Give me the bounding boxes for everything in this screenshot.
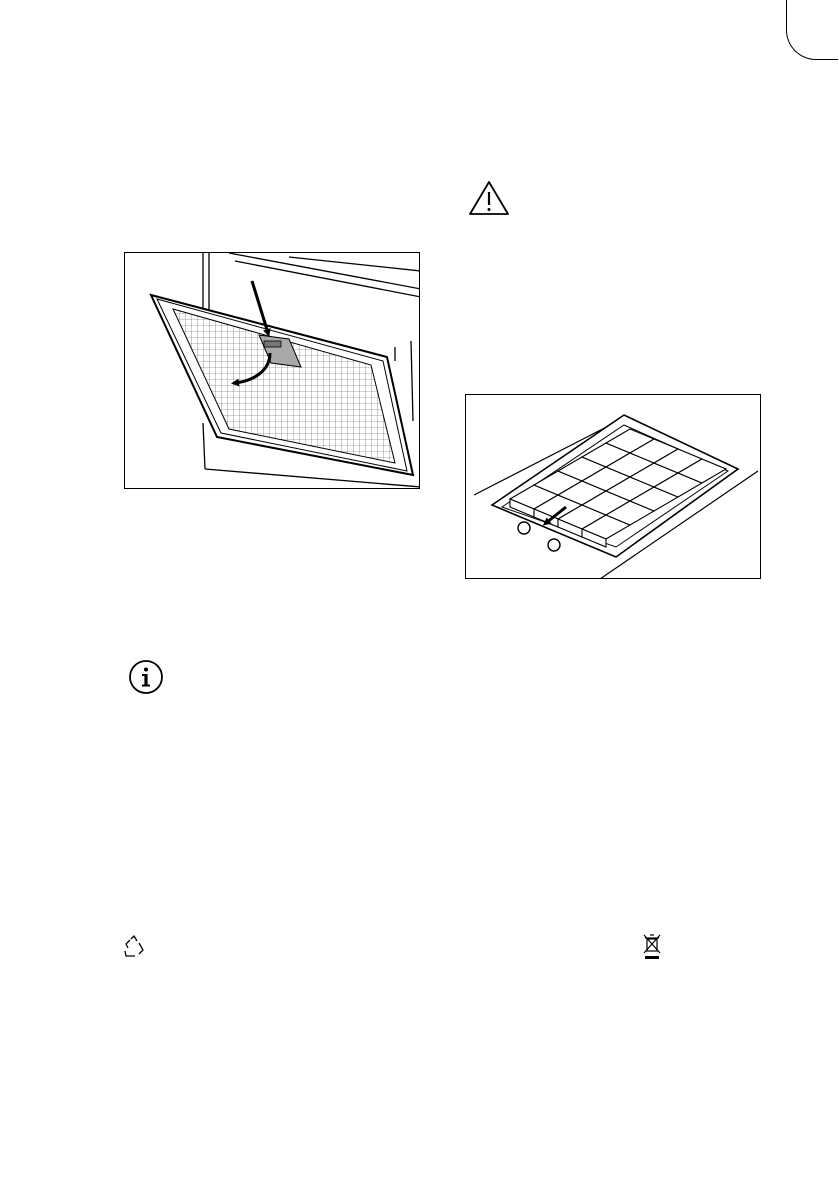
- crossed-out-bin-icon: [641, 933, 663, 961]
- grease-filter-illustration: [124, 252, 420, 489]
- info-circle-icon: [128, 659, 164, 695]
- recycle-icon: [121, 934, 147, 960]
- charcoal-filter-illustration: [465, 394, 761, 579]
- warning-triangle-icon: [468, 180, 510, 216]
- page-edge-tab: [786, 0, 838, 60]
